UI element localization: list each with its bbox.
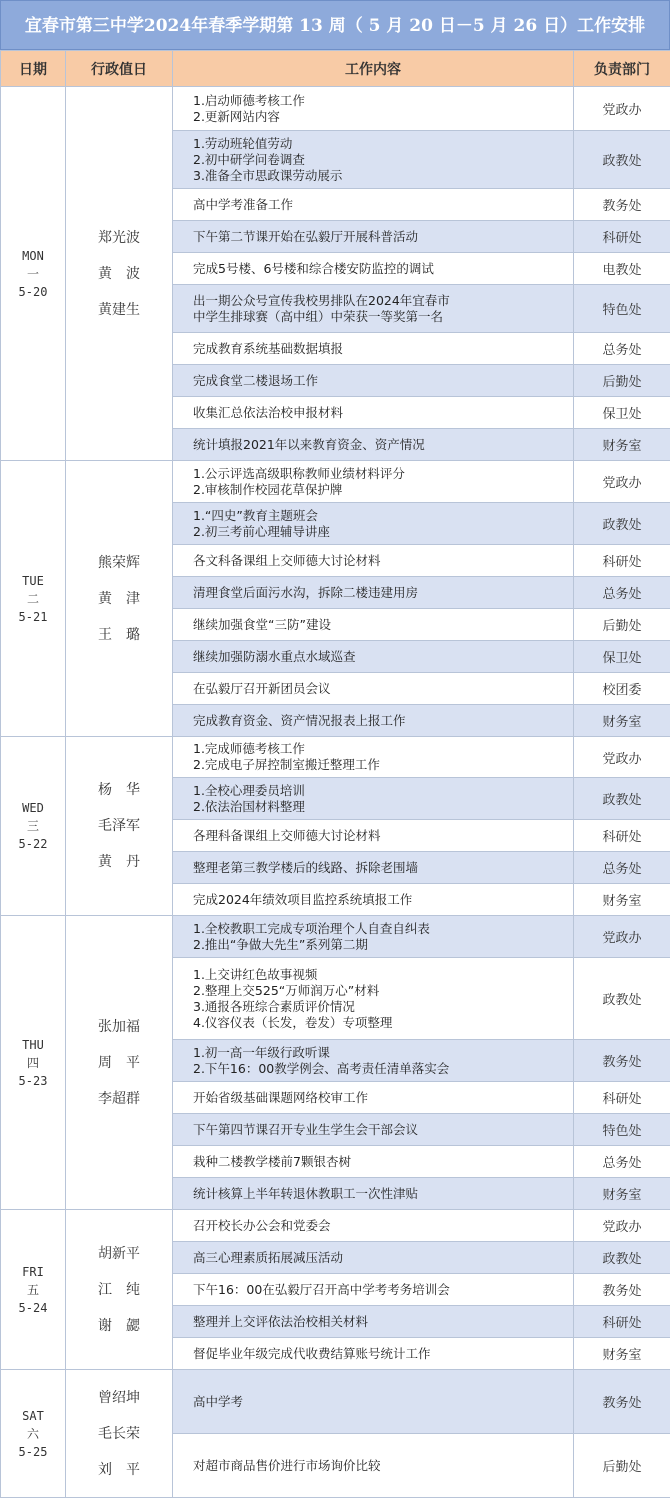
task-line: 在弘毅厅召开新团员会议 (193, 681, 569, 697)
table-row (1, 737, 670, 778)
task-cell (173, 545, 574, 577)
dept-cell: 校团委 (574, 673, 670, 705)
day-cell (1, 1370, 66, 1498)
day-date: 5-24 (1, 1299, 65, 1317)
task-cell (173, 1306, 574, 1338)
duty-cell (66, 916, 173, 1210)
task-cell (173, 285, 574, 333)
duty-cell (66, 87, 173, 461)
dept-cell: 保卫处 (574, 397, 670, 429)
dept-cell: 总务处 (574, 852, 670, 884)
task-line: 各理科备课组上交师德大讨论材料 (193, 828, 569, 844)
task-line: 3.准备全市思政课劳动展示 (193, 168, 569, 184)
duty-person: 黄 波 (66, 256, 172, 292)
dept-cell: 电教处 (574, 253, 670, 285)
task-line: 各文科备课组上交师德大讨论材料 (193, 553, 569, 569)
duty-person: 周 平 (66, 1045, 172, 1081)
duty-cell (66, 1370, 173, 1498)
page-title: 宜春市第三中学2024年春季学期第 13 周（ 5 月 20 日－5 月 26 日）工作安排 (0, 0, 670, 50)
header-dept: 负责部门 (574, 51, 670, 87)
duty-person: 江 纯 (66, 1272, 172, 1308)
task-cell (173, 189, 574, 221)
task-cell (173, 705, 574, 737)
dept-cell: 党政办 (574, 87, 670, 131)
task-line: 下午第四节课召开专业生学生会干部会议 (193, 1122, 569, 1138)
task-line: 2.下午16：00教学例会、高考责任清单落实会 (193, 1061, 569, 1077)
day-date: 5-23 (1, 1072, 65, 1090)
task-line: 2.初中研学问卷调查 (193, 152, 569, 168)
task-line: 1.公示评选高级职称教师业绩材料评分 (193, 466, 569, 482)
task-line: 1.全校教职工完成专项治理个人自查自纠表 (193, 921, 569, 937)
task-cell (173, 778, 574, 820)
task-line: 清理食堂后面污水沟，拆除二楼违建用房 (193, 585, 569, 601)
table-row (1, 87, 670, 131)
duty-person: 郑光波 (66, 220, 172, 256)
dept-cell: 政教处 (574, 778, 670, 820)
task-cell (173, 429, 574, 461)
duty-cell (66, 461, 173, 737)
day-en: MON (1, 247, 65, 265)
task-line: 统计核算上半年转退休教职工一次性津贴 (193, 1186, 569, 1202)
dept-cell: 保卫处 (574, 641, 670, 673)
duty-person: 黄 津 (66, 581, 172, 617)
dept-cell: 教务处 (574, 189, 670, 221)
header-row (1, 51, 670, 87)
schedule-body (1, 87, 670, 1498)
task-line: 3.通报各班综合素质评价情况 (193, 999, 569, 1015)
task-line: 1.完成师德考核工作 (193, 741, 569, 757)
day-en: WED (1, 799, 65, 817)
task-cell (173, 397, 574, 429)
duty-cell (66, 1210, 173, 1370)
task-line: 2.更新网站内容 (193, 109, 569, 125)
task-cell (173, 253, 574, 285)
task-cell (173, 1082, 574, 1114)
dept-cell: 党政办 (574, 1210, 670, 1242)
task-line: 继续加强食堂“三防”建设 (193, 617, 569, 633)
task-cell (173, 1146, 574, 1178)
task-line: 完成教育资金、资产情况报表上报工作 (193, 713, 569, 729)
task-cell (173, 1274, 574, 1306)
dept-cell: 科研处 (574, 545, 670, 577)
day-cn: 三 (1, 817, 65, 835)
task-cell (173, 916, 574, 958)
dept-cell: 党政办 (574, 737, 670, 778)
task-line: 栽种二楼教学楼前7颗银杏树 (193, 1154, 569, 1170)
task-cell (173, 1338, 574, 1370)
table-row (1, 461, 670, 503)
day-en: TUE (1, 572, 65, 590)
task-line: 2.推出“争做大先生”系列第二期 (193, 937, 569, 953)
schedule-table (0, 50, 670, 1498)
duty-person: 熊荣辉 (66, 545, 172, 581)
table-row (1, 1210, 670, 1242)
task-cell (173, 737, 574, 778)
day-cn: 四 (1, 1054, 65, 1072)
dept-cell: 政教处 (574, 1242, 670, 1274)
task-line: 整理并上交评依法治校相关材料 (193, 1314, 569, 1330)
dept-cell: 政教处 (574, 503, 670, 545)
task-line: 1.初一高一年级行政听课 (193, 1045, 569, 1061)
duty-person: 王 璐 (66, 617, 172, 653)
task-line: 督促毕业年级完成代收费结算账号统计工作 (193, 1346, 569, 1362)
task-line: 2.审核制作校园花草保护牌 (193, 482, 569, 498)
dept-cell: 政教处 (574, 131, 670, 189)
duty-person: 毛泽军 (66, 808, 172, 844)
task-cell (173, 1114, 574, 1146)
day-cell (1, 1210, 66, 1370)
dept-cell: 总务处 (574, 333, 670, 365)
duty-person: 黄 丹 (66, 844, 172, 880)
task-line: 召开校长办公会和党委会 (193, 1218, 569, 1234)
dept-cell: 财务室 (574, 1178, 670, 1210)
duty-person: 毛长荣 (66, 1416, 172, 1452)
duty-person: 曾绍坤 (66, 1380, 172, 1416)
task-line: 高中学考准备工作 (193, 197, 569, 213)
duty-person: 谢 勰 (66, 1308, 172, 1344)
task-line: 完成食堂二楼退场工作 (193, 373, 569, 389)
day-cn: 一 (1, 265, 65, 283)
task-line: 4.仪容仪表（长发，卷发）专项整理 (193, 1015, 569, 1031)
day-en: SAT (1, 1407, 65, 1425)
dept-cell: 财务室 (574, 884, 670, 916)
dept-cell: 后勤处 (574, 1434, 670, 1498)
day-cell (1, 737, 66, 916)
task-cell (173, 503, 574, 545)
task-cell (173, 1210, 574, 1242)
task-cell (173, 87, 574, 131)
task-line: 高三心理素质拓展减压活动 (193, 1250, 569, 1266)
task-line: 下午第二节课开始在弘毅厅开展科普活动 (193, 229, 569, 245)
task-line: 2.整理上交525“万师润万心”材料 (193, 983, 569, 999)
header-date: 日期 (1, 51, 66, 87)
header-duty: 行政值日 (66, 51, 173, 87)
task-line: 2.完成电子屏控制室搬迁整理工作 (193, 757, 569, 773)
task-line: 统计填报2021年以来教育资金、资产情况 (193, 437, 569, 453)
dept-cell: 财务室 (574, 429, 670, 461)
day-cn: 二 (1, 590, 65, 608)
task-cell (173, 1370, 574, 1434)
day-cell (1, 87, 66, 461)
dept-cell: 政教处 (574, 958, 670, 1040)
dept-cell: 后勤处 (574, 365, 670, 397)
task-cell (173, 852, 574, 884)
task-line: 中学生排球赛（高中组）中荣获一等奖第一名 (193, 309, 569, 325)
task-line: 1.劳动班轮值劳动 (193, 136, 569, 152)
task-line: 对超市商品售价进行市场询价比较 (193, 1458, 569, 1474)
task-line: 出一期公众号宣传我校男排队在2024年宜春市 (193, 293, 569, 309)
dept-cell: 科研处 (574, 1082, 670, 1114)
task-cell (173, 1242, 574, 1274)
duty-person: 张加福 (66, 1009, 172, 1045)
dept-cell: 总务处 (574, 1146, 670, 1178)
duty-person: 刘 平 (66, 1452, 172, 1488)
day-cell (1, 916, 66, 1210)
table-row (1, 1370, 670, 1434)
dept-cell: 总务处 (574, 577, 670, 609)
dept-cell: 科研处 (574, 221, 670, 253)
dept-cell: 财务室 (574, 1338, 670, 1370)
dept-cell: 教务处 (574, 1274, 670, 1306)
day-date: 5-20 (1, 283, 65, 301)
day-en: FRI (1, 1263, 65, 1281)
duty-person: 胡新平 (66, 1236, 172, 1272)
task-line: 完成5号楼、6号楼和综合楼安防监控的调试 (193, 261, 569, 277)
task-line: 继续加强防溺水重点水域巡查 (193, 649, 569, 665)
task-cell (173, 131, 574, 189)
table-row (1, 916, 670, 958)
task-cell (173, 1434, 574, 1498)
task-cell (173, 461, 574, 503)
duty-person: 李超群 (66, 1081, 172, 1117)
task-line: 完成2024年绩效项目监控系统填报工作 (193, 892, 569, 908)
dept-cell: 教务处 (574, 1040, 670, 1082)
task-line: 2.初三考前心理辅导讲座 (193, 524, 569, 540)
duty-person: 杨 华 (66, 772, 172, 808)
dept-cell: 特色处 (574, 1114, 670, 1146)
dept-cell: 党政办 (574, 461, 670, 503)
task-line: 1.启动师德考核工作 (193, 93, 569, 109)
day-date: 5-22 (1, 835, 65, 853)
dept-cell: 党政办 (574, 916, 670, 958)
task-cell (173, 958, 574, 1040)
task-cell (173, 673, 574, 705)
task-cell (173, 884, 574, 916)
task-cell (173, 1178, 574, 1210)
task-cell (173, 609, 574, 641)
task-line: 1.“四史”教育主题班会 (193, 508, 569, 524)
day-cn: 六 (1, 1425, 65, 1443)
day-date: 5-25 (1, 1443, 65, 1461)
task-line: 收集汇总依法治校申报材料 (193, 405, 569, 421)
task-cell (173, 820, 574, 852)
duty-person: 黄建生 (66, 292, 172, 328)
task-cell (173, 365, 574, 397)
task-line: 下午16：00在弘毅厅召开高中学考考务培训会 (193, 1282, 569, 1298)
dept-cell: 教务处 (574, 1370, 670, 1434)
task-line: 整理老第三教学楼后的线路、拆除老围墙 (193, 860, 569, 876)
day-cell (1, 461, 66, 737)
dept-cell: 特色处 (574, 285, 670, 333)
dept-cell: 后勤处 (574, 609, 670, 641)
task-cell (173, 641, 574, 673)
duty-cell (66, 737, 173, 916)
task-line: 1.全校心理委员培训 (193, 783, 569, 799)
task-line: 1.上交讲红色故事视频 (193, 967, 569, 983)
day-cn: 五 (1, 1281, 65, 1299)
task-cell (173, 577, 574, 609)
task-cell (173, 221, 574, 253)
dept-cell: 科研处 (574, 820, 670, 852)
task-cell (173, 333, 574, 365)
dept-cell: 科研处 (574, 1306, 670, 1338)
task-line: 2.依法治国材料整理 (193, 799, 569, 815)
task-line: 开始省级基础课题网络校审工作 (193, 1090, 569, 1106)
day-en: THU (1, 1036, 65, 1054)
header-content: 工作内容 (173, 51, 574, 87)
task-line: 高中学考 (193, 1394, 569, 1410)
day-date: 5-21 (1, 608, 65, 626)
dept-cell: 财务室 (574, 705, 670, 737)
task-cell (173, 1040, 574, 1082)
task-line: 完成教育系统基础数据填报 (193, 341, 569, 357)
